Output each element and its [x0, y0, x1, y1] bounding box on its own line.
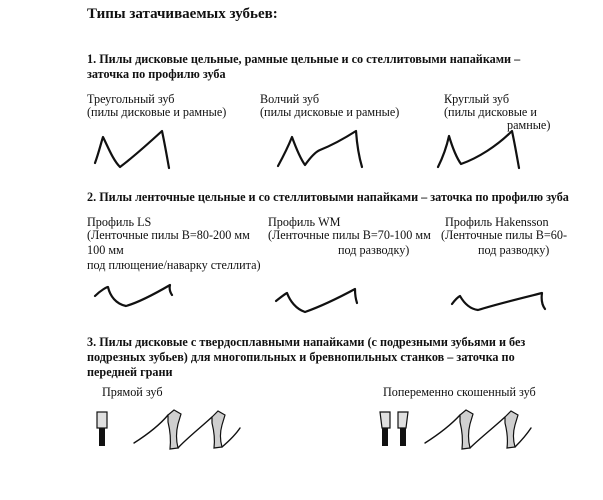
tooth-wolf-desc: (пилы дисковые и рамные): [260, 105, 400, 119]
straight-tooth-front-view: [97, 412, 107, 446]
tooth-wolf-name: Волчий зуб: [260, 92, 320, 106]
straight-tooth-name: Прямой зуб: [102, 385, 163, 399]
alternating-tooth-side-profile: [425, 410, 531, 449]
tooth-round-desc-line1: (пилы дисковые и: [444, 105, 537, 119]
tooth-triangular-name: Треугольный зуб: [87, 92, 175, 106]
section-2-heading: 2. Пилы ленточные цельные и со стеллитовыми напайками – заточка по профилю зуба: [87, 190, 569, 204]
page-title: Типы затачиваемых зубьев:: [87, 6, 278, 22]
profile-wm-line2: под разводку): [338, 243, 410, 257]
profile-wm-line1: (Ленточные пилы В=70-100 мм: [268, 228, 431, 242]
profile-ls-line1: (Ленточные пилы В=80-200 мм: [87, 228, 250, 242]
tooth-round-desc-line2: рамные): [507, 118, 551, 132]
profile-ls-line3: под плющение/наварку стеллита): [87, 258, 261, 272]
profile-hakensson-name: Профиль Hakensson: [445, 215, 549, 229]
alternating-bevel-tooth-name: Попеременно скошенный зуб: [383, 385, 536, 399]
tooth-triangular-desc: (пилы дисковые и рамные): [87, 105, 227, 119]
section-1-heading: 1. Пилы дисковые цельные, рамные цельные и со стеллитовыми напайками – заточка по профилю зуба: [87, 52, 521, 81]
profile-wm-name: Профиль WM: [268, 215, 341, 229]
profile-ls-line2: 100 мм: [87, 243, 124, 257]
profile-ls-name: Профиль LS: [87, 215, 152, 229]
section-3-heading: 3. Пилы дисковые с твердосплавными напайками (с подрезными зубьями и без подрезных зубьев) для многопильных и бревнопильных станков – заточка по передней грани: [87, 335, 526, 379]
tooth-round-name: Круглый зуб: [444, 92, 510, 106]
straight-tooth-side-profile: [134, 410, 240, 449]
alternating-tooth-front-view: [380, 412, 408, 446]
profile-hakensson-line2: под разводку): [478, 243, 550, 257]
profile-hakensson-line1: (Ленточные пилы В=60-: [441, 228, 568, 242]
